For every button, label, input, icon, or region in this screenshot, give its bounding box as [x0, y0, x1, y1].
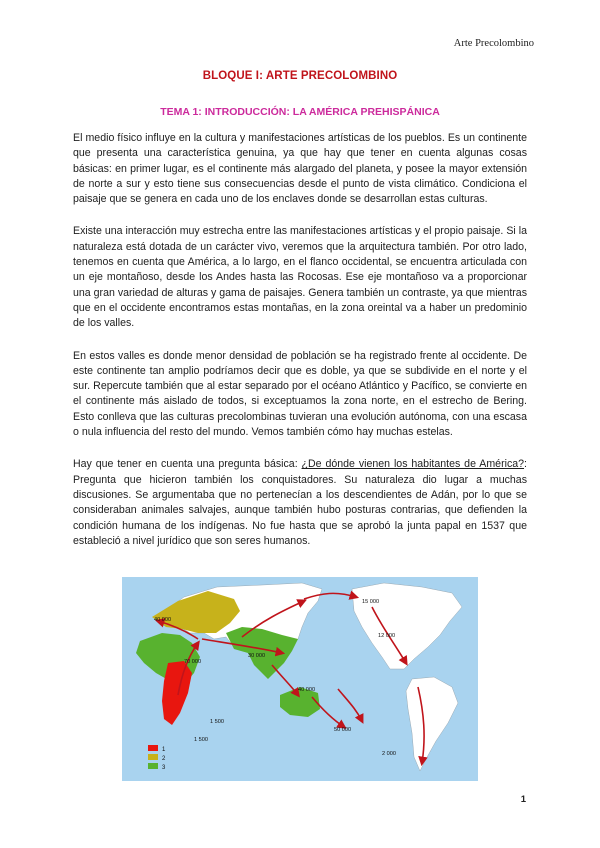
- body-text: [73, 131, 527, 566]
- page-number: 1: [520, 794, 526, 805]
- world-map-svg: [122, 577, 478, 781]
- map-label: 40 000: [154, 617, 172, 623]
- paragraph-4: [73, 457, 527, 549]
- map-label: 12 000: [378, 633, 396, 639]
- legend-swatch-3: [148, 763, 158, 769]
- legend-label-2: 2: [162, 756, 166, 762]
- paragraph-3: En estos valles es donde menor densidad de población se ha registrado frente al occidente. De este continente tan amplio podríamos decir que es doble, ya que se subdivide en el norte y el sur. Repercute también que al estar separado por el océano Atlántico y Pacífico, se convierte en el continente más aislado de todos, si exceptuamos la zona norte, en el estrecho de Bering. Esto conlleva que las culturas precolombinas tuvieran una evolución autónoma, con una escasa o nula influencia del resto del mundo. Vemos también cómo hay muchas estelas.: [73, 349, 527, 439]
- map-label: 1 500: [210, 719, 224, 725]
- document-subtitle: TEMA 1: INTRODUCCIÓN: LA AMÉRICA PREHISPÁNICA: [160, 106, 440, 118]
- key-question: ¿De dónde vienen los habitantes de América?: [301, 458, 525, 471]
- legend-label-3: 3: [162, 765, 166, 771]
- migration-map: [122, 577, 478, 781]
- legend-swatch-1: [148, 745, 158, 751]
- paragraph-4-rest: : Pregunta que hicieron también los conquistadores. Su naturaleza dio lugar a muchas discusiones. Se argumentaba que no pertenecían a los descendientes de Adán, por lo que se consideraban animales salvajes, aunque también hubo posturas contrarias, que defienden la condición humana de los indígenas. No fue hasta que se aprobó la junta papal en 1537 que estableció a nivel jurídico que son seres humanos.: [73, 458, 527, 547]
- paragraph-2: Existe una interacción muy estrecha entre las manifestaciones artísticas y el propio paisaje. Si la naturaleza está dotada de un carácter vivo, veremos que la arquitectura también. Por otro lado, tenemos en cuenta que América, a lo largo, en el flanco occidental, se encuentra articulada con un eje montañoso, desde los Andes hasta las Rocosas. Ese eje montañoso va a proporcionar una gran variedad de alturas y gama de paisajes. Genera también un contraste, ya que mientras que en el occidente encontramos estas montañas, en la zona oreintal va a haber un predominio de los valles.: [73, 225, 527, 330]
- legend-label-1: 1: [162, 747, 166, 753]
- map-label: 1 500: [194, 737, 208, 743]
- paragraph-1: El medio físico influye en la cultura y manifestaciones artísticas de los pueblos. Es un continente que presenta una característica genuina, ya que hay que tener en cuenta algunas cosas básicas: en primer lugar, es el continente más alargado del planeta, y posee la mayor extensión de norte a sur y esto tiene sus consecuencias desde el punto de vista climático. Condiciona el paisaje que se genera en cada uno de los enclaves donde se desarrollan estas culturas.: [73, 132, 527, 206]
- map-label: 30 000: [248, 653, 266, 659]
- map-label: 2 000: [382, 751, 396, 757]
- map-legend: [148, 745, 166, 771]
- map-label: 50 000: [334, 727, 352, 733]
- map-label: 15 000: [362, 599, 380, 605]
- running-header: Arte Precolombino: [453, 38, 534, 49]
- document-title: BLOQUE I: ARTE PRECOLOMBINO: [202, 70, 398, 82]
- map-label: 70 000: [184, 659, 202, 665]
- paragraph-4-intro: Hay que tener en cuenta una pregunta básica:: [73, 458, 302, 471]
- map-label: 40 000: [298, 687, 316, 693]
- legend-swatch-2: [148, 754, 158, 760]
